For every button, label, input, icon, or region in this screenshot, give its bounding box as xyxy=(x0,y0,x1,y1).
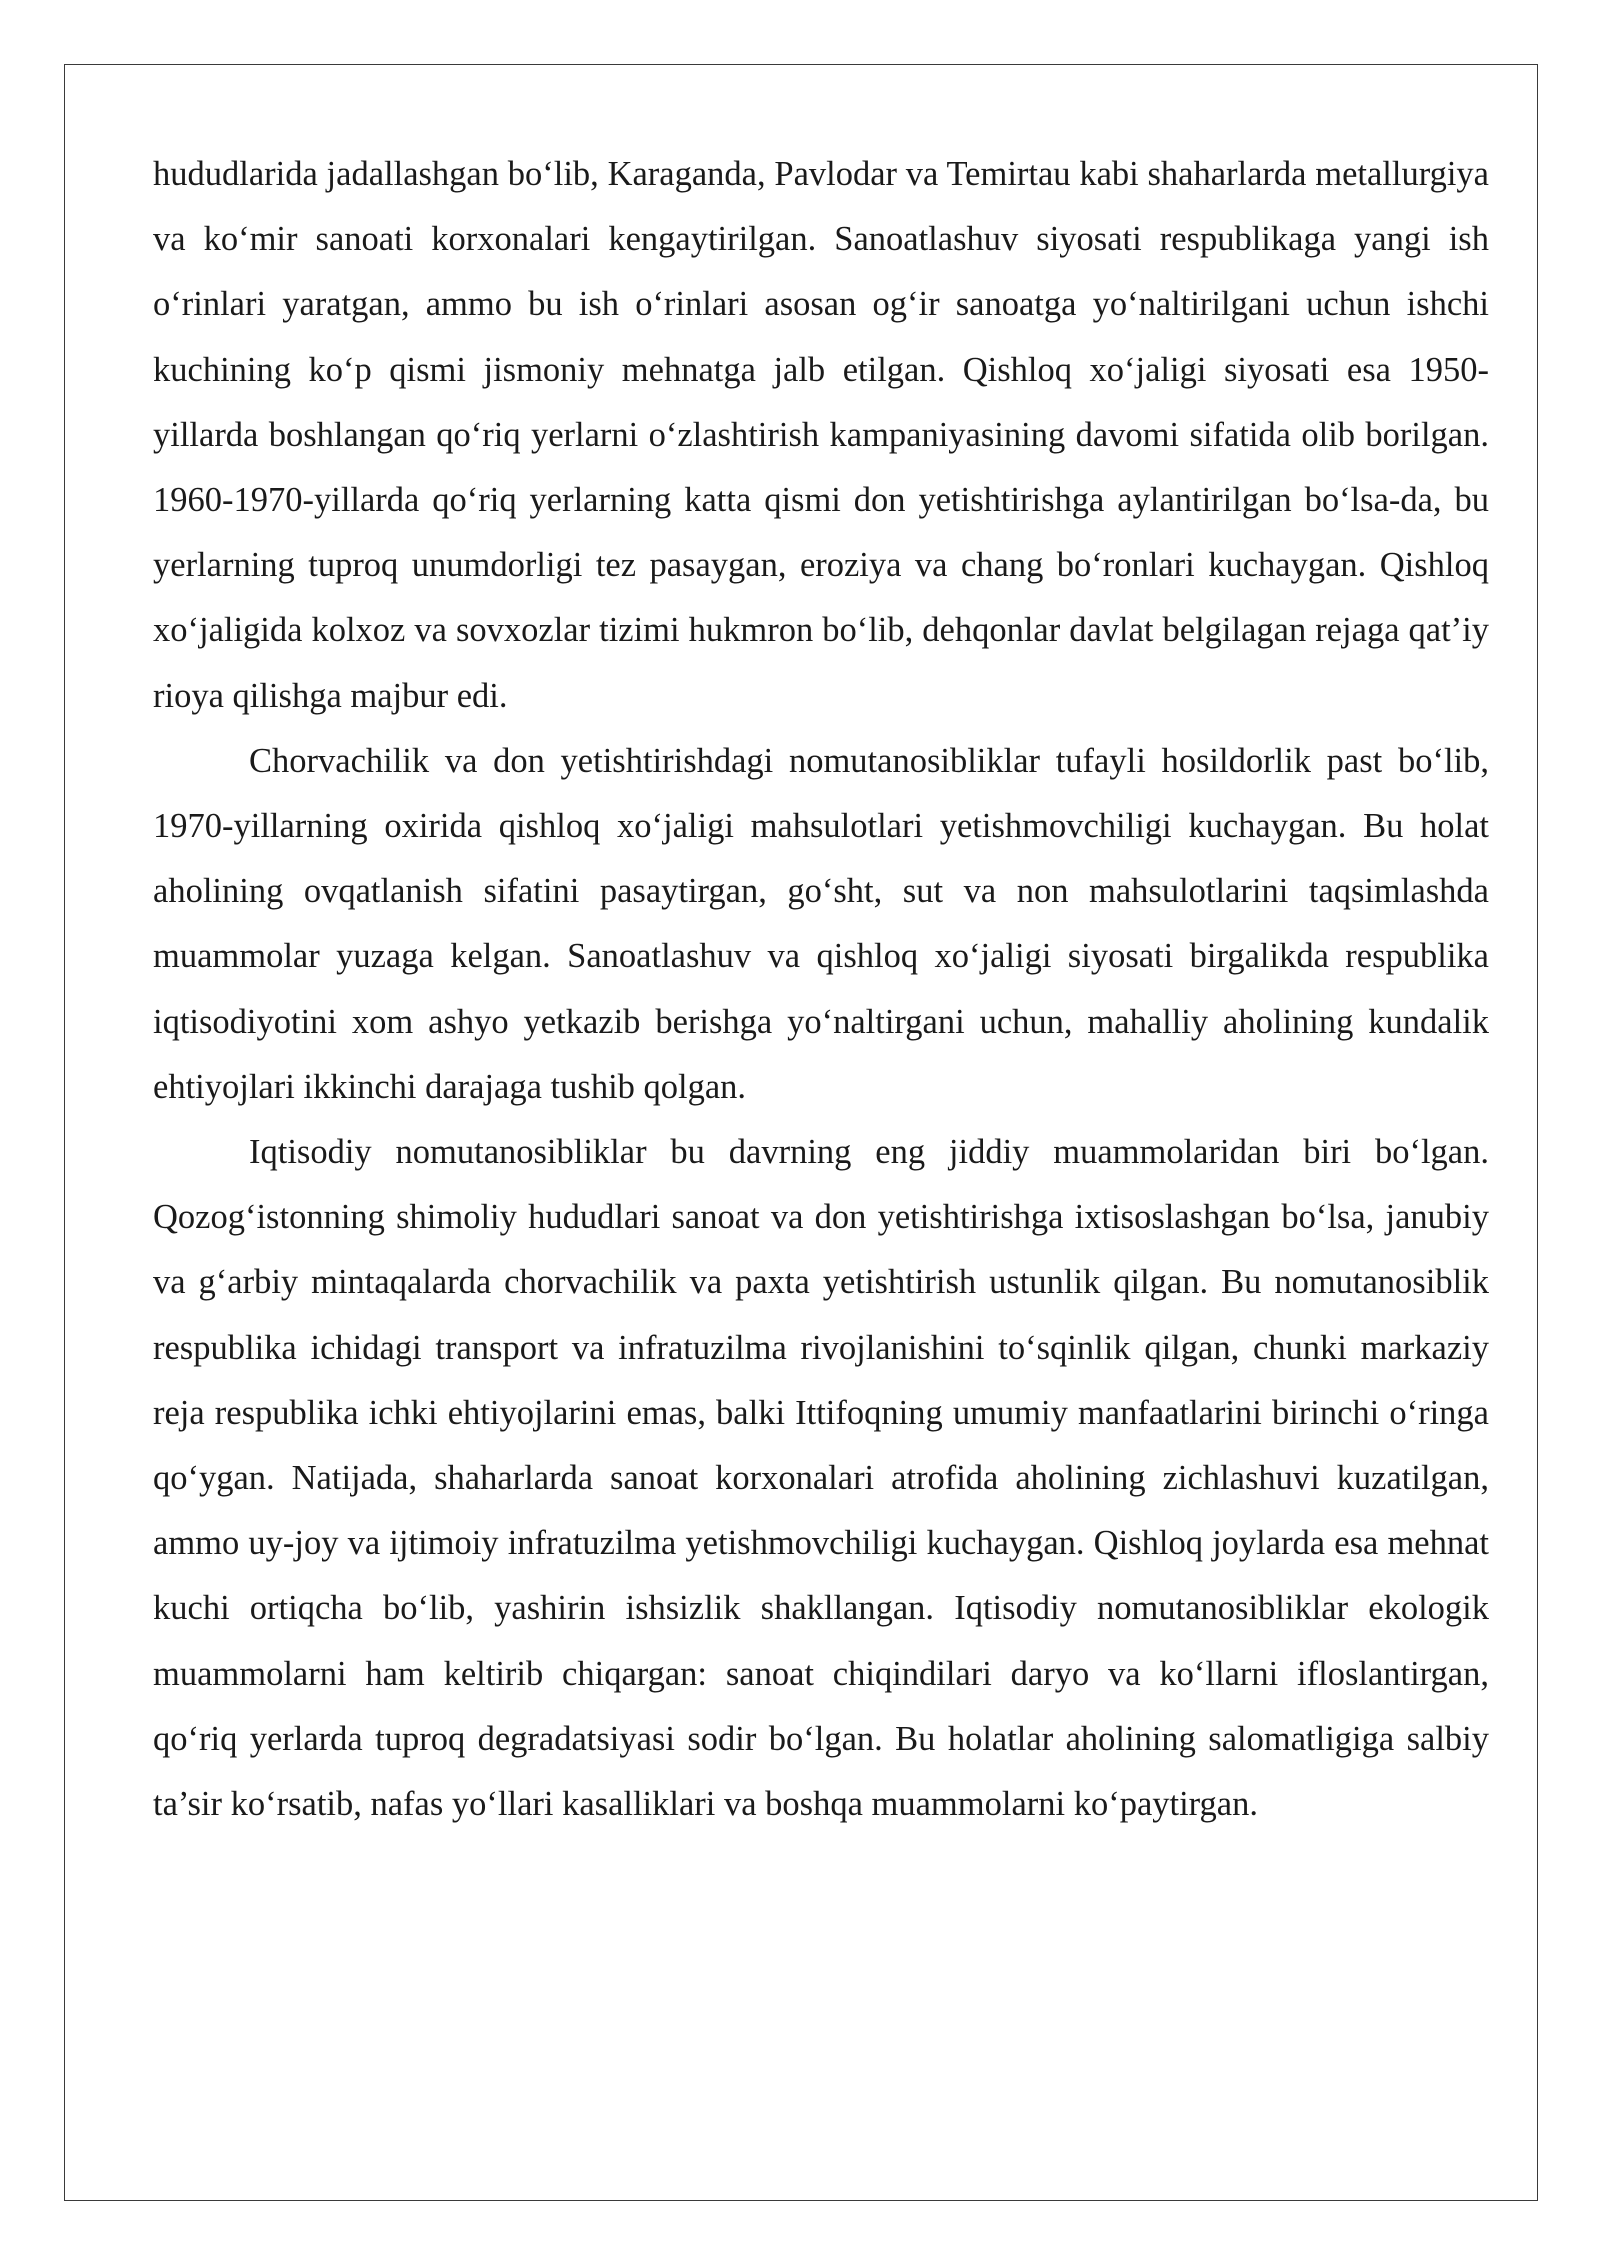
paragraph-1: hududlarida jadallashgan bo‘lib, Karaganda, Pavlodar va Temirtau kabi shaharlarda metallurgiya va ko‘mir sanoati korxonalari kengaytirilgan. Sanoatlashuv siyosati respublikaga yangi ish o‘rinlari yaratgan, ammo bu ish o‘rinlari asosan og‘ir sanoatga yo‘naltirilgani uchun ishchi kuchining ko‘p qismi jismoniy mehnatga jalb etilgan. Qishloq xo‘jaligi siyosati esa 1950-yillarda boshlangan qo‘riq yerlarni o‘zlashtirish kampaniyasining davomi sifatida olib borilgan. 1960-1970-yillarda qo‘riq yerlarning katta qismi don yetishtirishga aylantirilgan bo‘lsa-da, bu yerlarning tuproq unumdorligi tez pasaygan, eroziya va chang bo‘ronlari kuchaygan. Qishloq xo‘jaligida kolxoz va sovxozlar tizimi hukmron bo‘lib, dehqonlar davlat belgilagan rejaga qat’iy rioya qilishga majbur edi. xyxy=(153,155,1489,715)
paragraph-3: Iqtisodiy nomutanosibliklar bu davrning eng jiddiy muammolaridan biri bo‘lgan. Qozog‘istonning shimoliy hududlari sanoat va don yetishtirishga ixtisoslashgan bo‘lsa, janubiy va g‘arbiy mintaqalarda chorvachilik va paxta yetishtirish ustunlik qilgan. Bu nomutanosiblik respublika ichidagi transport va infratuzilma rivojlanishini to‘sqinlik qilgan, chunki markaziy reja respublika ichki ehtiyojlarini emas, balki Ittifoqning umumiy manfaatlarini birinchi o‘ringa qo‘ygan. Natijada, shaharlarda sanoat korxonalari atrofida aholining zichlashuvi kuzatilgan, ammo uy-joy va ijtimoiy infratuzilma yetishmovchiligi kuchaygan. Qishloq joylarda esa mehnat kuchi ortiqcha bo‘lib, yashirin ishsizlik shakllangan. Iqtisodiy nomutanosibliklar ekologik muammolarni ham keltirib chiqargan: sanoat chiqindilari daryo va ko‘llarni ifloslantirgan, qo‘riq yerlarda tuproq degradatsiyasi sodir bo‘lgan. Bu holatlar aholining salomatligiga salbiy ta’sir ko‘rsatib, nafas yo‘llari kasalliklari va boshqa muammolarni ko‘paytirgan. xyxy=(153,1133,1489,1824)
paragraph-2: Chorvachilik va don yetishtirishdagi nomutanosibliklar tufayli hosildorlik past bo‘lib, 1970-yillarning oxirida qishloq xo‘jaligi mahsulotlari yetishmovchiligi kuchaygan. Bu holat aholining ovqatlanish sifatini pasaytirgan, go‘sht, sut va non mahsulotlarini taqsimlashda muammolar yuzaga kelgan. Sanoatlashuv va qishloq xo‘jaligi siyosati birgalikda respublika iqtisodiyotini xom ashyo yetkazib berishga yo‘naltirgani uchun, mahalliy aholining kundalik ehtiyojlari ikkinchi darajaga tushib qolgan. xyxy=(153,741,1489,1106)
document-body xyxy=(153,142,1489,1837)
